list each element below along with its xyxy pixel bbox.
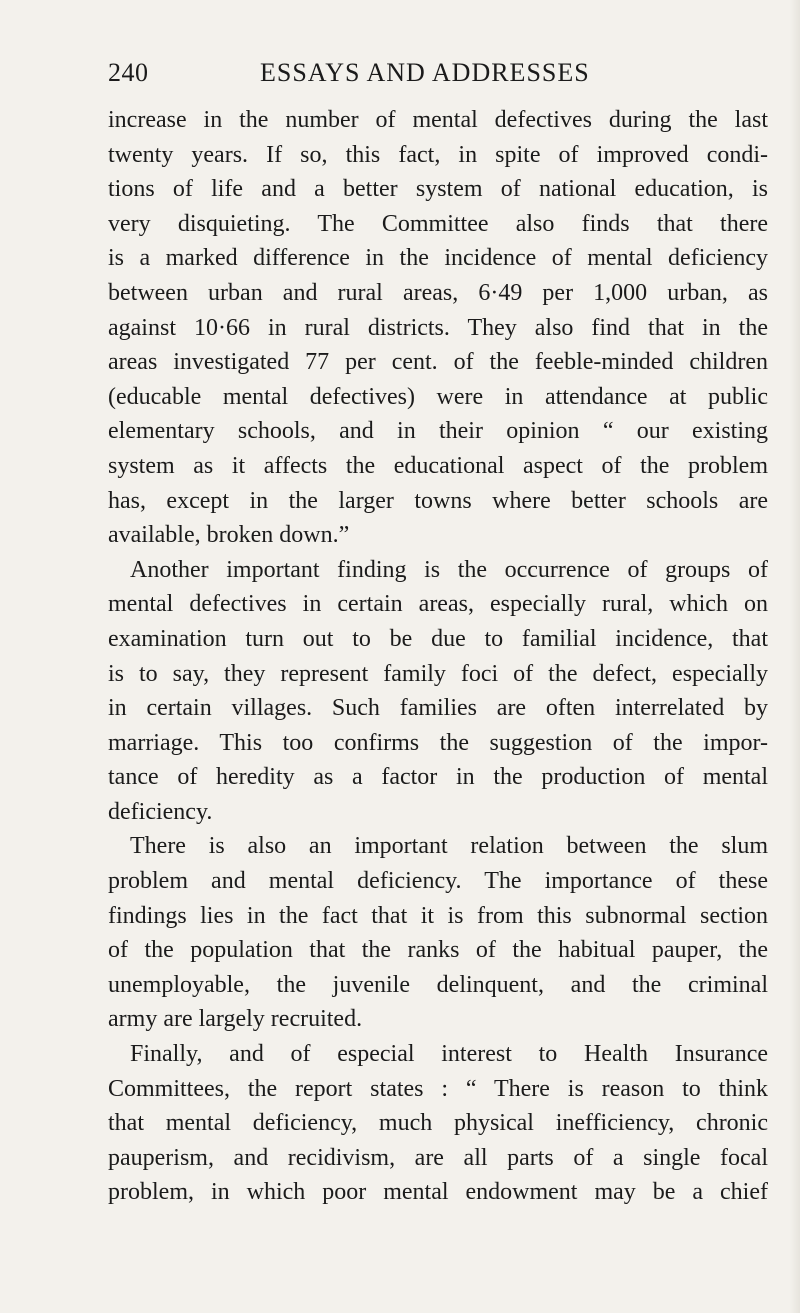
text-line: There is also an important relation between the slum	[130, 833, 768, 860]
text-line: (educable mental defectives) were in attendance at public	[108, 383, 768, 410]
text-line: elementary schools, and in their opinion “ our existing	[108, 418, 768, 445]
text-line: increase in the number of mental defectives during the last	[108, 107, 768, 133]
text-line: Another important finding is the occurrence of groups of	[130, 556, 768, 583]
text-line: findings lies in the fact that it is from this subnormal section	[108, 902, 768, 929]
page-number: 240	[108, 58, 149, 87]
text-line: is to say, they represent family foci of the defect, especially	[108, 660, 768, 687]
page-header	[108, 58, 768, 94]
text-line: in certain villages. Such families are often interrelated by	[108, 695, 768, 722]
text-line: problem and mental deficiency. The importance of these	[108, 868, 768, 895]
text-line: deficiency.	[108, 798, 213, 825]
text-line: army are largely recruited.	[108, 1006, 363, 1033]
text-line: against 10·66 in rural districts. They also find that in the	[108, 314, 768, 341]
text-line: twenty years. If so, this fact, in spite of improved condi-	[108, 141, 768, 168]
text-line: problem, in which poor mental endowment may be a chief	[108, 1179, 768, 1206]
text-line: examination turn out to be due to familial incidence, that	[108, 625, 768, 652]
text-line: between urban and rural areas, 6·49 per 1,000 urban, as	[108, 279, 768, 306]
page-edge-shadow	[790, 0, 800, 1313]
text-line: that mental deficiency, much physical inefficiency, chronic	[108, 1110, 768, 1137]
text-line: tions of life and a better system of national education, is	[108, 176, 768, 203]
text-line: unemployable, the juvenile delinquent, and the criminal	[108, 971, 768, 998]
text-line: areas investigated 77 per cent. of the feeble-minded children	[108, 349, 768, 376]
text-line: has, except in the larger towns where better schools are	[108, 487, 768, 514]
text-line: system as it affects the educational aspect of the problem	[108, 452, 768, 479]
text-line: marriage. This too confirms the suggestion of the impor-	[108, 729, 768, 756]
text-line: is a marked difference in the incidence of mental deficiency	[108, 245, 768, 272]
text-line: mental defectives in certain areas, especially rural, which on	[108, 591, 768, 618]
text-line: very disquieting. The Committee also finds that there	[108, 210, 768, 237]
text-line: tance of heredity as a factor in the production of mental	[108, 764, 768, 791]
text-line: Committees, the report states : “ There is reason to think	[108, 1075, 768, 1102]
running-head: ESSAYS AND ADDRESSES	[260, 58, 590, 87]
text-line: Finally, and of especial interest to Health Insurance	[130, 1041, 768, 1068]
body-text	[108, 103, 768, 1210]
text-line: available, broken down.”	[108, 522, 350, 549]
text-line: of the population that the ranks of the habitual pauper, the	[108, 937, 768, 964]
text-line: pauperism, and recidivism, are all parts of a single focal	[108, 1144, 768, 1171]
